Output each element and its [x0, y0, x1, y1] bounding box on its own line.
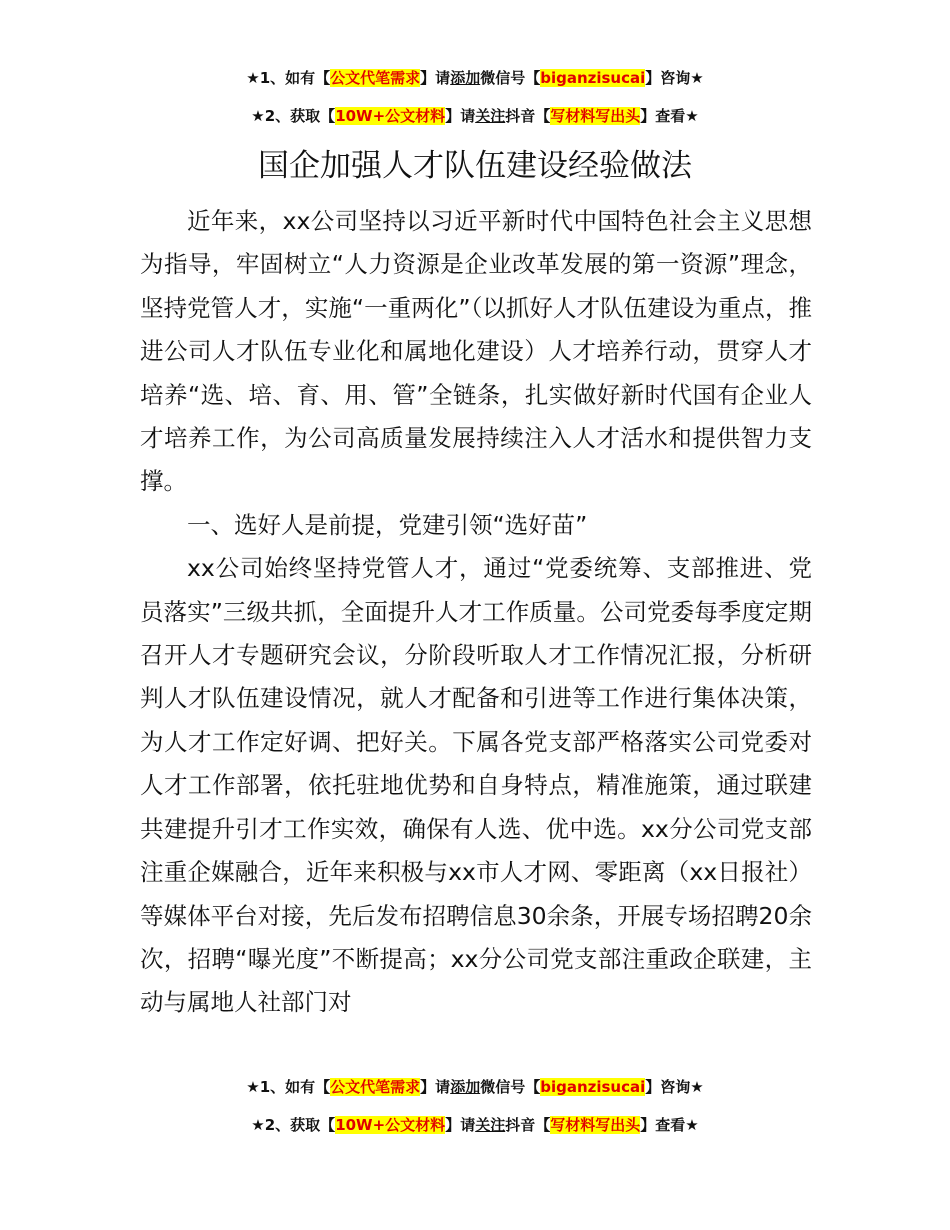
banner-text: 】查看★ [640, 1116, 699, 1134]
top-banner-line-2 [0, 106, 950, 126]
banner-text: 】请 [420, 1078, 451, 1096]
banner-text: ★2、获取【 [251, 107, 336, 125]
banner-underlined-text: 关注 [475, 1116, 506, 1134]
banner-text: 】咨询★ [645, 69, 704, 87]
document-body [140, 200, 812, 1025]
banner-text: 】请 [420, 69, 451, 87]
banner-text: 微信号【 [480, 69, 541, 87]
bottom-banner-line-1 [0, 1077, 950, 1097]
banner-underlined-text: 添加 [450, 69, 481, 87]
banner-text: 抖音【 [505, 107, 551, 125]
banner-highlight: 公文代笔需求 [330, 1078, 421, 1096]
top-banner-line-1 [0, 68, 950, 88]
paragraph-section-1: xx公司始终坚持党管人才，通过“党委统筹、支部推进、党员落实”三级共抓，全面提升人才工作质量。公司党委每季度定期召开人才专题研究会议，分阶段听取人才工作情况汇报，分析研判人才队伍建设情况，就人才配备和引进等工作进行集体决策，为人才工作定好调、把好关。下属各党支部严格落实公司党委对人才工作部署，依托驻地优势和自身特点，精准施策，通过联建共建提升引才工作实效，确保有人选、优中选。xx分公司党支部注重企媒融合，近年来积极与xx市人才网、零距离（xx日报社）等媒体平台对接，先后发布招聘信息30余条，开展专场招聘20余次，招聘“曝光度”不断提高；xx分公司党支部注重政企联建，主动与属地人社部门对 [140, 554, 812, 1017]
banner-text: 】查看★ [640, 107, 699, 125]
banner-text: ★1、如有【 [246, 1078, 331, 1096]
banner-highlight-wechat-id: biganzisucai [540, 69, 646, 87]
banner-highlight: 10W+公文材料 [335, 1116, 446, 1134]
banner-underlined-text: 添加 [450, 1078, 481, 1096]
banner-highlight-wechat-id: biganzisucai [540, 1078, 646, 1096]
document-title: 国企加强人才队伍建设经验做法 [258, 148, 692, 184]
banner-text: 抖音【 [505, 1116, 551, 1134]
banner-highlight-douyin-account: 写材料写出头 [550, 107, 641, 125]
paragraph-intro: 近年来，xx公司坚持以习近平新时代中国特色社会主义思想为指导，牢固树立“人力资源是企业改革发展的第一资源”理念，坚持党管人才，实施“一重两化”（以抓好人才队伍建设为重点，推进公司人才队伍专业化和属地化建设）人才培养行动，贯穿人才培养“选、培、育、用、管”全链条，扎实做好新时代国有企业人才培养工作，为公司高质量发展持续注入人才活水和提供智力支撑。 [140, 207, 812, 496]
banner-text: 】请 [445, 107, 476, 125]
banner-highlight: 10W+公文材料 [335, 107, 446, 125]
banner-text: ★1、如有【 [246, 69, 331, 87]
banner-underlined-text: 关注 [475, 107, 506, 125]
banner-text: 】请 [445, 1116, 476, 1134]
banner-text: 】咨询★ [645, 1078, 704, 1096]
banner-highlight-douyin-account: 写材料写出头 [550, 1116, 641, 1134]
banner-text: ★2、获取【 [251, 1116, 336, 1134]
banner-highlight: 公文代笔需求 [330, 69, 421, 87]
banner-text: 微信号【 [480, 1078, 541, 1096]
section-heading-1: 一、选好人是前提，党建引领“选好苗” [187, 510, 588, 539]
bottom-banner-line-2 [0, 1115, 950, 1135]
